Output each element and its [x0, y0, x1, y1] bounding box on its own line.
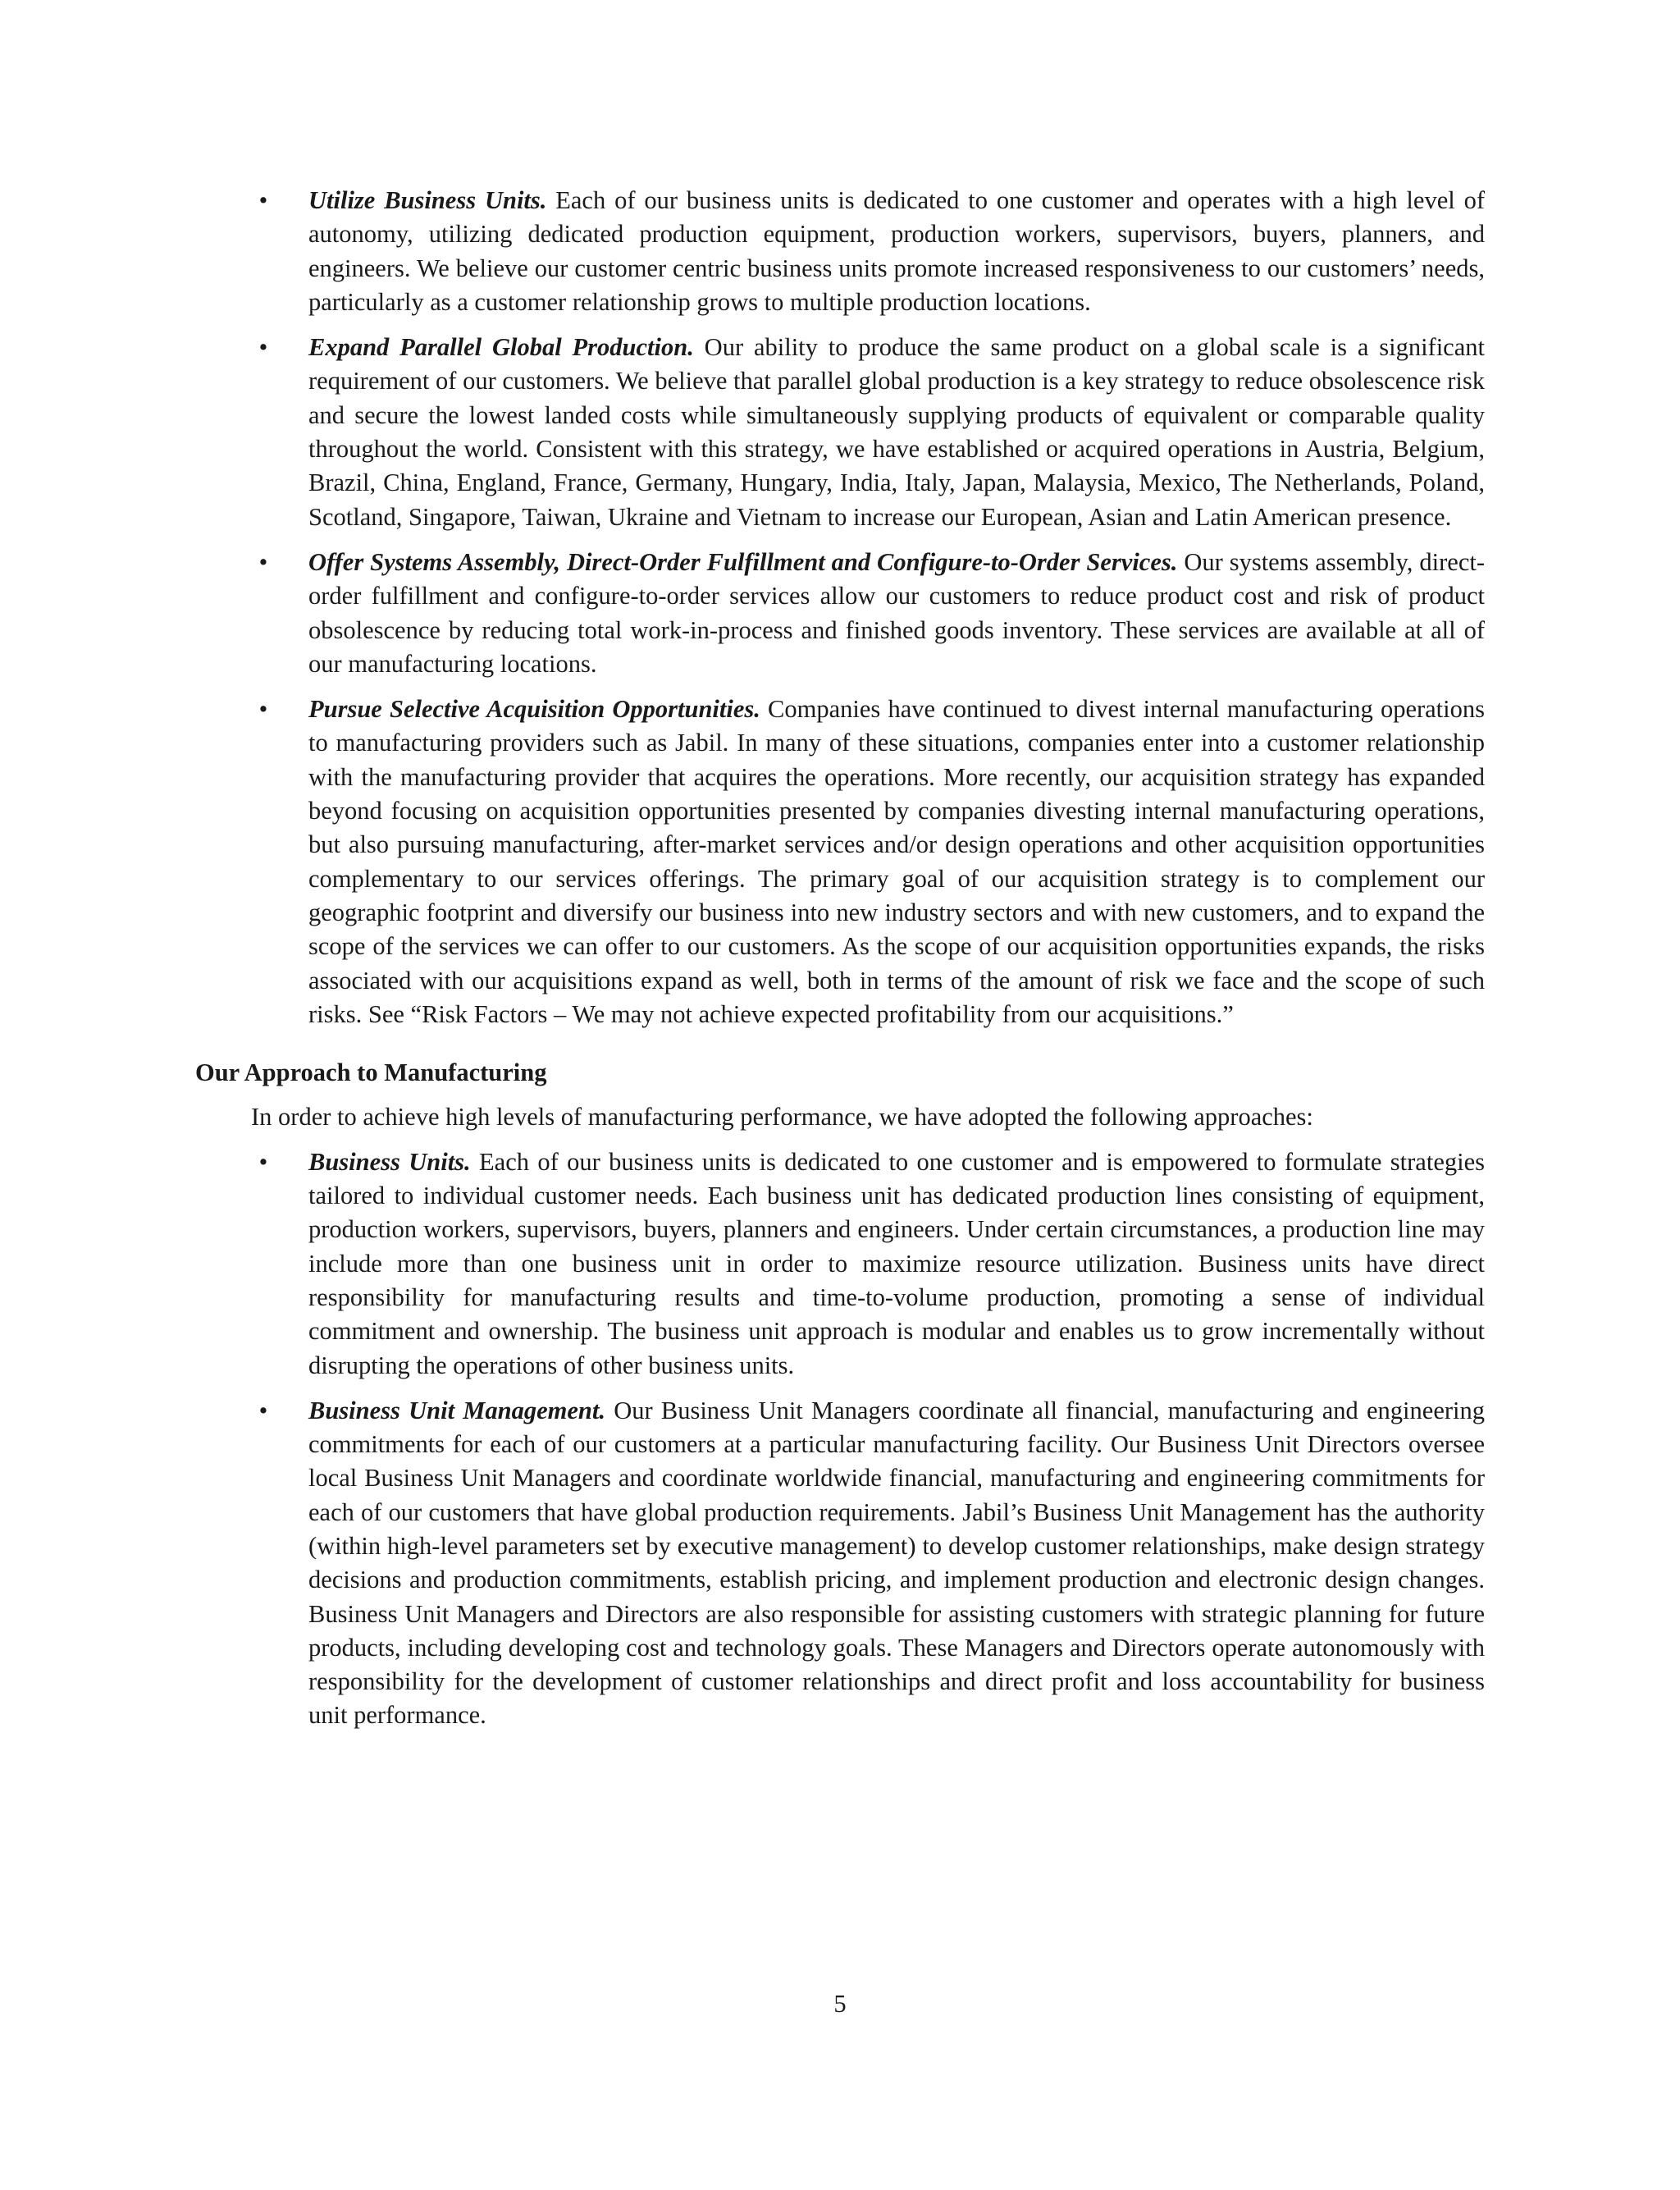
- strategy-lead: Pursue Selective Acquisition Opportunities.: [308, 695, 769, 724]
- strategy-text: Companies have continued to divest internal manufacturing operations to manufacturing providers such as Jabil. In many of these situations, companies enter into a customer relationship with the manufacturing provider that acquires the operations. More recently, our acquisition strategy has expanded beyond focusing on acquisition opportunities presented by companies divesting internal manufacturing operations, but also pursuing manufacturing, after-market services and/or design operations and other acquisition opportunities complementary to our services offerings. The primary goal of our acquisition strategy is to complement our geographic footprint and diversify our business into new industry sectors and with new customers, and to expand the scope of the services we can offer to our customers. As the scope of our acquisition opportunities expands, the risks associated with our acquisitions expand as well, both in terms of the amount of risk we face and the scope of such risks. See “Risk Factors – We may not achieve expected profitability from our acquisitions.”: [308, 695, 1485, 1028]
- page-number: 5: [833, 1990, 847, 2018]
- approach-lead: Business Units.: [308, 1147, 480, 1176]
- strategy-lead: Expand Parallel Global Production.: [308, 333, 705, 362]
- strategy-list: [195, 184, 1485, 1031]
- approach-lead: Business Unit Management.: [308, 1396, 614, 1424]
- section-heading: Our Approach to Manufacturing: [195, 1058, 547, 1087]
- strategy-text: Our systems assembly, direct-order fulfillment and configure-to-order services allow our customers to reduce product cost and risk of product obsolescence by reducing total work-in-process and finished goods inventory. These services are available at all of our manufacturing locations.: [308, 547, 1485, 678]
- bullet-glyph: •: [258, 1147, 268, 1176]
- approach-text: Each of our business units is dedicated to one customer and is empowered to formulate strategies tailored to individual customer needs. Each business unit has dedicated production lines consisting of equipment, production workers, supervisors, buyers, planners and engineers. Under certain circumstances, a production line may include more than one business unit in order to maximize resource utilization. Business units have direct responsibility for manufacturing results and time-to-volume production, promoting a sense of individual commitment and ownership. The business unit approach is modular and enables us to grow incrementally without disrupting the operations of other business units.: [308, 1147, 1485, 1379]
- strategy-text: Each of our business units is dedicated to one customer and operates with a high level of autonomy, utilizing dedicated production equipment, production workers, supervisors, buyers, planners, and engineers. We believe our customer centric business units promote increased responsiveness to our customers’ needs, particularly as a customer relationship grows to multiple production locations.: [308, 186, 1485, 316]
- approach-text: Our Business Unit Managers coordinate all financial, manufacturing and engineering commitments for each of our customers at a particular manufacturing facility. Our Business Unit Directors oversee local Business Unit Managers and coordinate worldwide financial, manufacturing and engineering commitments for each of our customers that have global production requirements. Jabil’s Business Unit Management has the authority (within high-level parameters set by executive management) to develop customer relationships, make design strategy decisions and production commitments, establish pricing, and implement production and electronic design changes. Business Unit Managers and Directors are also responsible for assisting customers with strategic planning for future products, including developing cost and technology goals. These Managers and Directors operate autonomously with responsibility for the development of customer relationships and direct profit and loss accountability for business unit performance.: [308, 1396, 1485, 1730]
- section-intro: In order to achieve high levels of manufacturing performance, we have adopted the following approaches:: [251, 1103, 1313, 1132]
- approach-item: [195, 1145, 1485, 1383]
- bullet-glyph: •: [258, 695, 268, 724]
- strategy-text: Our ability to produce the same product on a global scale is a significant requirement of our customers. We believe that parallel global production is a key strategy to reduce obsolescence risk and secure the lowest landed costs while simultaneously supplying products of equivalent or comparable quality throughout the world. Consistent with this strategy, we have established or acquired operations in Austria, Belgium, Brazil, China, England, France, Germany, Hungary, India, Italy, Japan, Malaysia, Mexico, The Netherlands, Poland, Scotland, Singapore, Taiwan, Ukraine and Vietnam to increase our European, Asian and Latin American presence.: [308, 333, 1485, 531]
- bullet-glyph: •: [258, 186, 268, 214]
- strategy-lead: Utilize Business Units.: [308, 186, 556, 214]
- strategy-item: [195, 693, 1485, 1031]
- strategy-lead: Offer Systems Assembly, Direct-Order Fulfillment and Configure-to-Order Services.: [308, 547, 1185, 576]
- approach-list: [195, 1145, 1485, 1733]
- page-content: [195, 184, 1485, 1744]
- bullet-glyph: •: [258, 333, 268, 362]
- approach-item: [195, 1394, 1485, 1733]
- strategy-item: [195, 546, 1485, 681]
- bullet-glyph: •: [258, 1396, 268, 1424]
- bullet-glyph: •: [258, 547, 268, 576]
- strategy-item: [195, 184, 1485, 319]
- strategy-item: [195, 331, 1485, 534]
